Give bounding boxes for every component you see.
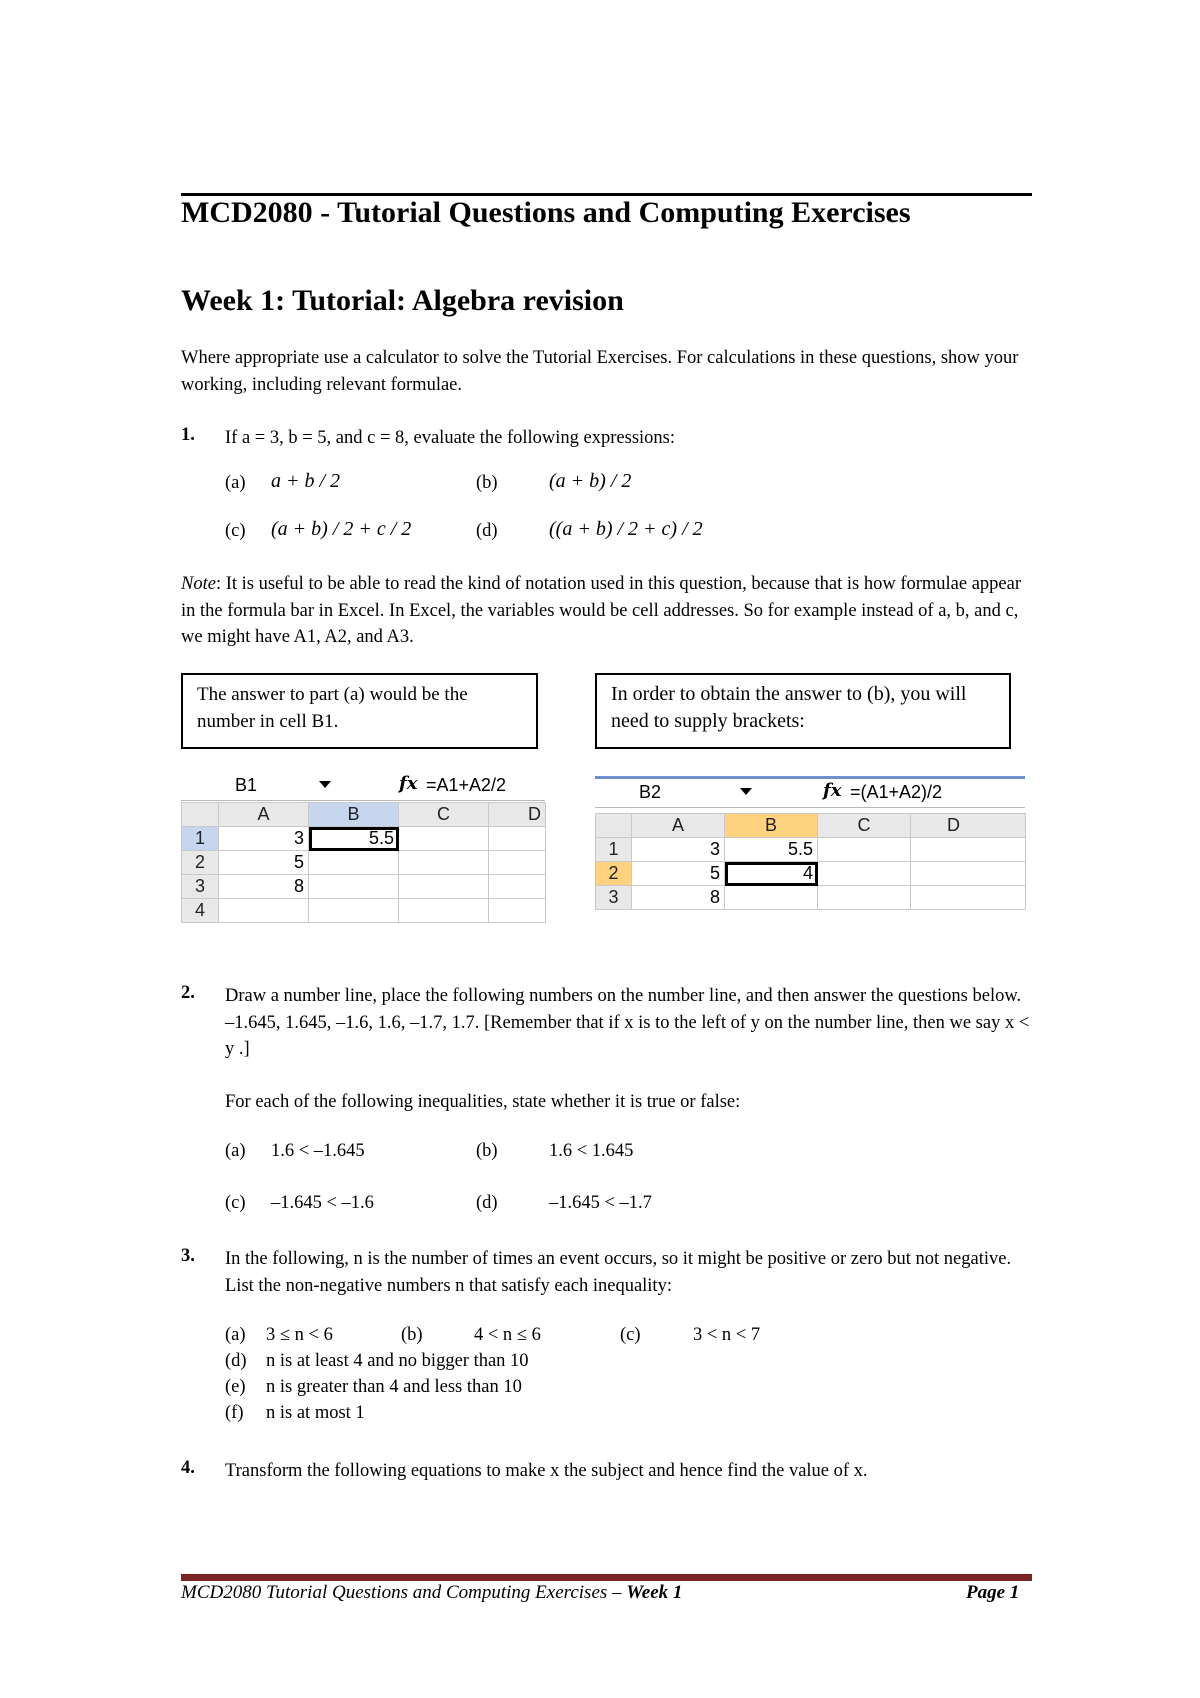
q3-part-d-expr: n is at least 4 and no bigger than 10 (266, 1351, 529, 1371)
q2-part-c-expr: –1.645 < –1.6 (271, 1193, 374, 1213)
cell-a2[interactable]: 5 (219, 851, 309, 875)
cell-a1[interactable]: 3 (219, 827, 309, 851)
q1-part-c-expr: (a + b) / 2 + c / 2 (271, 518, 412, 540)
q3-part-d-label: (d) (225, 1351, 247, 1371)
footer-rule (181, 1574, 1032, 1581)
q1-part-b-label: (b) (476, 473, 498, 493)
cell-c1[interactable] (818, 838, 911, 862)
name-box-dropdown-icon[interactable] (740, 788, 752, 795)
q1-note (181, 571, 1032, 651)
corner-header[interactable] (182, 803, 219, 827)
hint-box-left: The answer to part (a) would be the number in cell B1. (181, 673, 538, 749)
cell-c4[interactable] (399, 899, 489, 923)
q2-part-d-label: (d) (476, 1193, 498, 1213)
name-box[interactable]: B1 (235, 775, 258, 795)
question-3-number: 3. (181, 1246, 195, 1266)
row-header-3[interactable]: 3 (596, 886, 632, 910)
column-header-c[interactable]: C (399, 803, 489, 827)
question-2-number: 2. (181, 983, 195, 1003)
cell-b1[interactable]: 5.5 (725, 838, 818, 862)
cell-c3[interactable] (399, 875, 489, 899)
question-2-text: Draw a number line, place the following numbers on the number line, and then answer the questions below. –1.645, 1.645, –1.6, 1.6, –1.7, 1.7. [Remember that if x is to the left of y on the number line, then we say x < y .] (225, 986, 1030, 1059)
q2-part-c-label: (c) (225, 1193, 246, 1213)
cell-d3[interactable] (489, 875, 546, 899)
q1-part-d-expr: ((a + b) / 2 + c) / 2 (549, 518, 703, 540)
cell-grid (181, 802, 546, 923)
name-box[interactable]: B2 (639, 782, 662, 802)
corner-header[interactable] (596, 814, 632, 838)
q1-part-a-label: (a) (225, 473, 246, 493)
footer-course: MCD2080 Tutorial Questions and Computing Exercises – (181, 1582, 627, 1603)
document-title: MCD2080 - Tutorial Questions and Computing Exercises (181, 196, 911, 229)
q3-part-e-expr: n is greater than 4 and less than 10 (266, 1377, 522, 1397)
fx-icon[interactable]: fx (399, 773, 418, 794)
row-header-2[interactable]: 2 (182, 851, 219, 875)
cell-b1[interactable]: 5.5 (309, 827, 399, 851)
row-header-2[interactable]: 2 (596, 862, 632, 886)
cell-a4[interactable] (219, 899, 309, 923)
cell-a3[interactable]: 8 (219, 875, 309, 899)
row-header-1[interactable]: 1 (182, 827, 219, 851)
q3-part-a-expr: 3 ≤ n < 6 (266, 1325, 333, 1345)
question-1-text: If a = 3, b = 5, and c = 8, evaluate the following expressions: (225, 428, 676, 448)
column-header-d[interactable]: D (911, 814, 1026, 838)
q1-part-a-expr: a + b / 2 (271, 470, 341, 492)
hint-box-right: In order to obtain the answer to (b), you will need to supply brackets: (595, 673, 1011, 749)
q2-part-d-expr: –1.645 < –1.7 (549, 1193, 652, 1213)
column-header-b[interactable]: B (309, 803, 399, 827)
q2-part-b-expr: 1.6 < 1.645 (549, 1141, 634, 1161)
q1-part-d-label: (d) (476, 521, 498, 541)
cell-a1[interactable]: 3 (632, 838, 725, 862)
question-4-text: Transform the following equations to make x the subject and hence find the value of x. (225, 1461, 868, 1481)
name-box-dropdown-icon[interactable] (319, 781, 331, 788)
spreadsheet-1 (181, 772, 545, 930)
q3-part-b-expr: 4 < n ≤ 6 (474, 1325, 541, 1345)
q1-part-c-label: (c) (225, 521, 246, 541)
column-header-d[interactable]: D (489, 803, 546, 827)
footer-text (181, 1582, 682, 1604)
q3-part-a-label: (a) (225, 1325, 246, 1345)
fx-icon[interactable]: fx (823, 780, 842, 801)
cell-a2[interactable]: 5 (632, 862, 725, 886)
formula-bar (181, 772, 545, 801)
spreadsheet-2 (595, 776, 1025, 933)
cell-b4[interactable] (309, 899, 399, 923)
q3-part-f-label: (f) (225, 1403, 244, 1423)
row-header-4[interactable]: 4 (182, 899, 219, 923)
q2-part-a-label: (a) (225, 1141, 246, 1161)
cell-b3[interactable] (309, 875, 399, 899)
cell-grid (595, 813, 1026, 910)
q3-part-f-expr: n is at most 1 (266, 1403, 365, 1423)
q3-part-c-label: (c) (620, 1325, 641, 1345)
q3-part-e-label: (e) (225, 1377, 246, 1397)
cell-b2[interactable] (309, 851, 399, 875)
cell-d3[interactable] (911, 886, 1026, 910)
q3-part-b-label: (b) (401, 1325, 423, 1345)
row-header-3[interactable]: 3 (182, 875, 219, 899)
cell-d2[interactable] (911, 862, 1026, 886)
formula-bar (595, 779, 1025, 808)
note-label: Note (181, 574, 216, 594)
question-2-instruction: For each of the following inequalities, state whether it is true or false: (225, 1092, 741, 1112)
cell-d2[interactable] (489, 851, 546, 875)
page-number: Page 1 (966, 1582, 1020, 1603)
question-1-number: 1. (181, 425, 195, 445)
intro-paragraph: Where appropriate use a calculator to solve the Tutorial Exercises. For calculations in these questions, show your working, including relevant formulae. (181, 348, 1019, 395)
question-4-number: 4. (181, 1458, 195, 1478)
week-title: Week 1: Tutorial: Algebra revision (181, 284, 624, 317)
cell-c3[interactable] (818, 886, 911, 910)
column-header-b[interactable]: B (725, 814, 818, 838)
formula-input[interactable]: =A1+A2/2 (426, 775, 507, 795)
cell-d1[interactable] (911, 838, 1026, 862)
cell-a3[interactable]: 8 (632, 886, 725, 910)
cell-d4[interactable] (489, 899, 546, 923)
question-3-text: In the following, n is the number of times an event occurs, so it might be positive or zero but not negative. List the non-negative numbers n that satisfy each inequality: (225, 1249, 1012, 1296)
cell-b3[interactable] (725, 886, 818, 910)
cell-c2[interactable] (818, 862, 911, 886)
cell-c1[interactable] (399, 827, 489, 851)
note-text: : It is useful to be able to read the kind of notation used in this question, because that is how formulae appear in the formula bar in Excel. In Excel, the variables would be cell addresses. So for example instead of a, b, and c, we might have A1, A2, and A3. (181, 574, 1022, 647)
q2-part-a-expr: 1.6 < –1.645 (271, 1141, 365, 1161)
column-header-a[interactable]: A (632, 814, 725, 838)
q3-part-c-expr: 3 < n < 7 (693, 1325, 761, 1345)
cell-d1[interactable] (489, 827, 546, 851)
row-header-1[interactable]: 1 (596, 838, 632, 862)
formula-input[interactable]: =(A1+A2)/2 (850, 782, 943, 802)
footer-week: Week 1 (626, 1582, 683, 1603)
column-header-a[interactable]: A (219, 803, 309, 827)
cell-c2[interactable] (399, 851, 489, 875)
q1-part-b-expr: (a + b) / 2 (549, 470, 632, 492)
cell-b2[interactable]: 4 (725, 862, 818, 886)
column-header-c[interactable]: C (818, 814, 911, 838)
q2-part-b-label: (b) (476, 1141, 498, 1161)
